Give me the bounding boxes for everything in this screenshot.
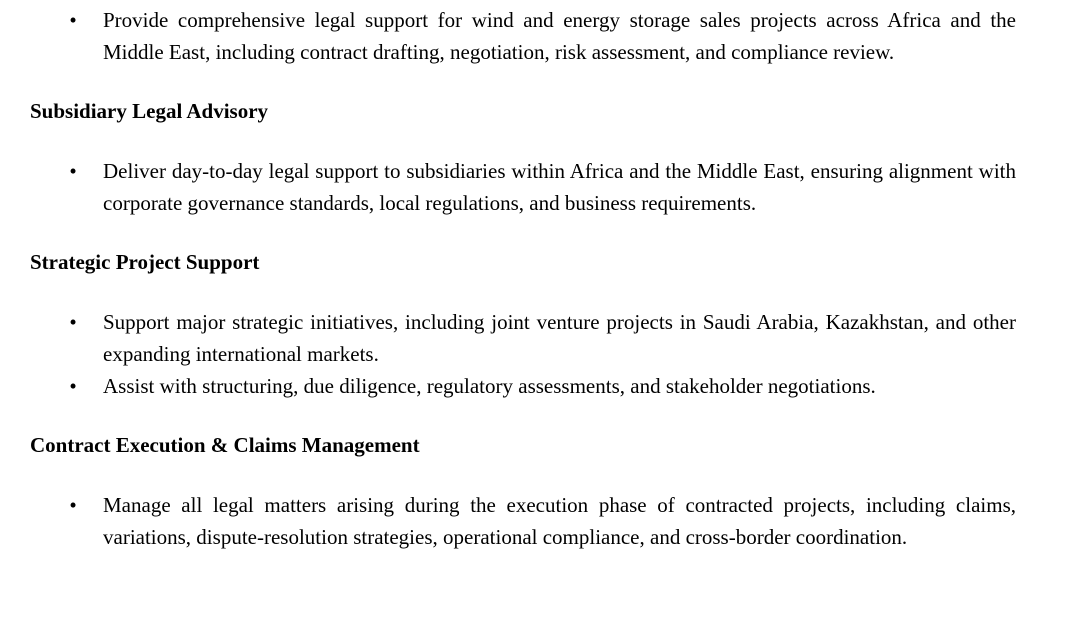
bullet-icon: • — [69, 159, 77, 183]
list-item — [69, 4, 1016, 68]
list-item-text: Manage all legal matters arising during the execution phase of contracted projects, including claims, variations, dispute-resolution strategies, operational compliance, and cross-border coordination. — [103, 493, 1016, 549]
list-item-text: Support major strategic initiatives, including joint venture projects in Saudi Arabia, Kazakhstan, and other expanding international markets. — [103, 310, 1016, 366]
section-heading-subsidiary-legal-advisory: Subsidiary Legal Advisory — [30, 99, 269, 123]
list-item-text: Deliver day-to-day legal support to subsidiaries within Africa and the Middle East, ensuring alignment with corporate governance standards, local regulations, and business requirements. — [103, 159, 1016, 215]
section-heading-strategic-project-support: Strategic Project Support — [30, 250, 260, 274]
list-item — [69, 489, 1016, 553]
list-item — [69, 155, 1016, 219]
list-item — [69, 370, 1016, 402]
bullet-icon: • — [69, 310, 77, 334]
section-heading-contract-execution-claims: Contract Execution & Claims Management — [30, 433, 420, 457]
bullet-icon: • — [69, 493, 77, 517]
list-item-text: Provide comprehensive legal support for wind and energy storage sales projects across Africa and the Middle East, including contract drafting, negotiation, risk assessment, and compliance review. — [103, 8, 1016, 64]
bullet-icon: • — [69, 8, 77, 32]
list-item — [69, 306, 1016, 370]
bullet-icon: • — [69, 374, 77, 398]
list-item-text: Assist with structuring, due diligence, regulatory assessments, and stakeholder negotiations. — [103, 374, 876, 398]
